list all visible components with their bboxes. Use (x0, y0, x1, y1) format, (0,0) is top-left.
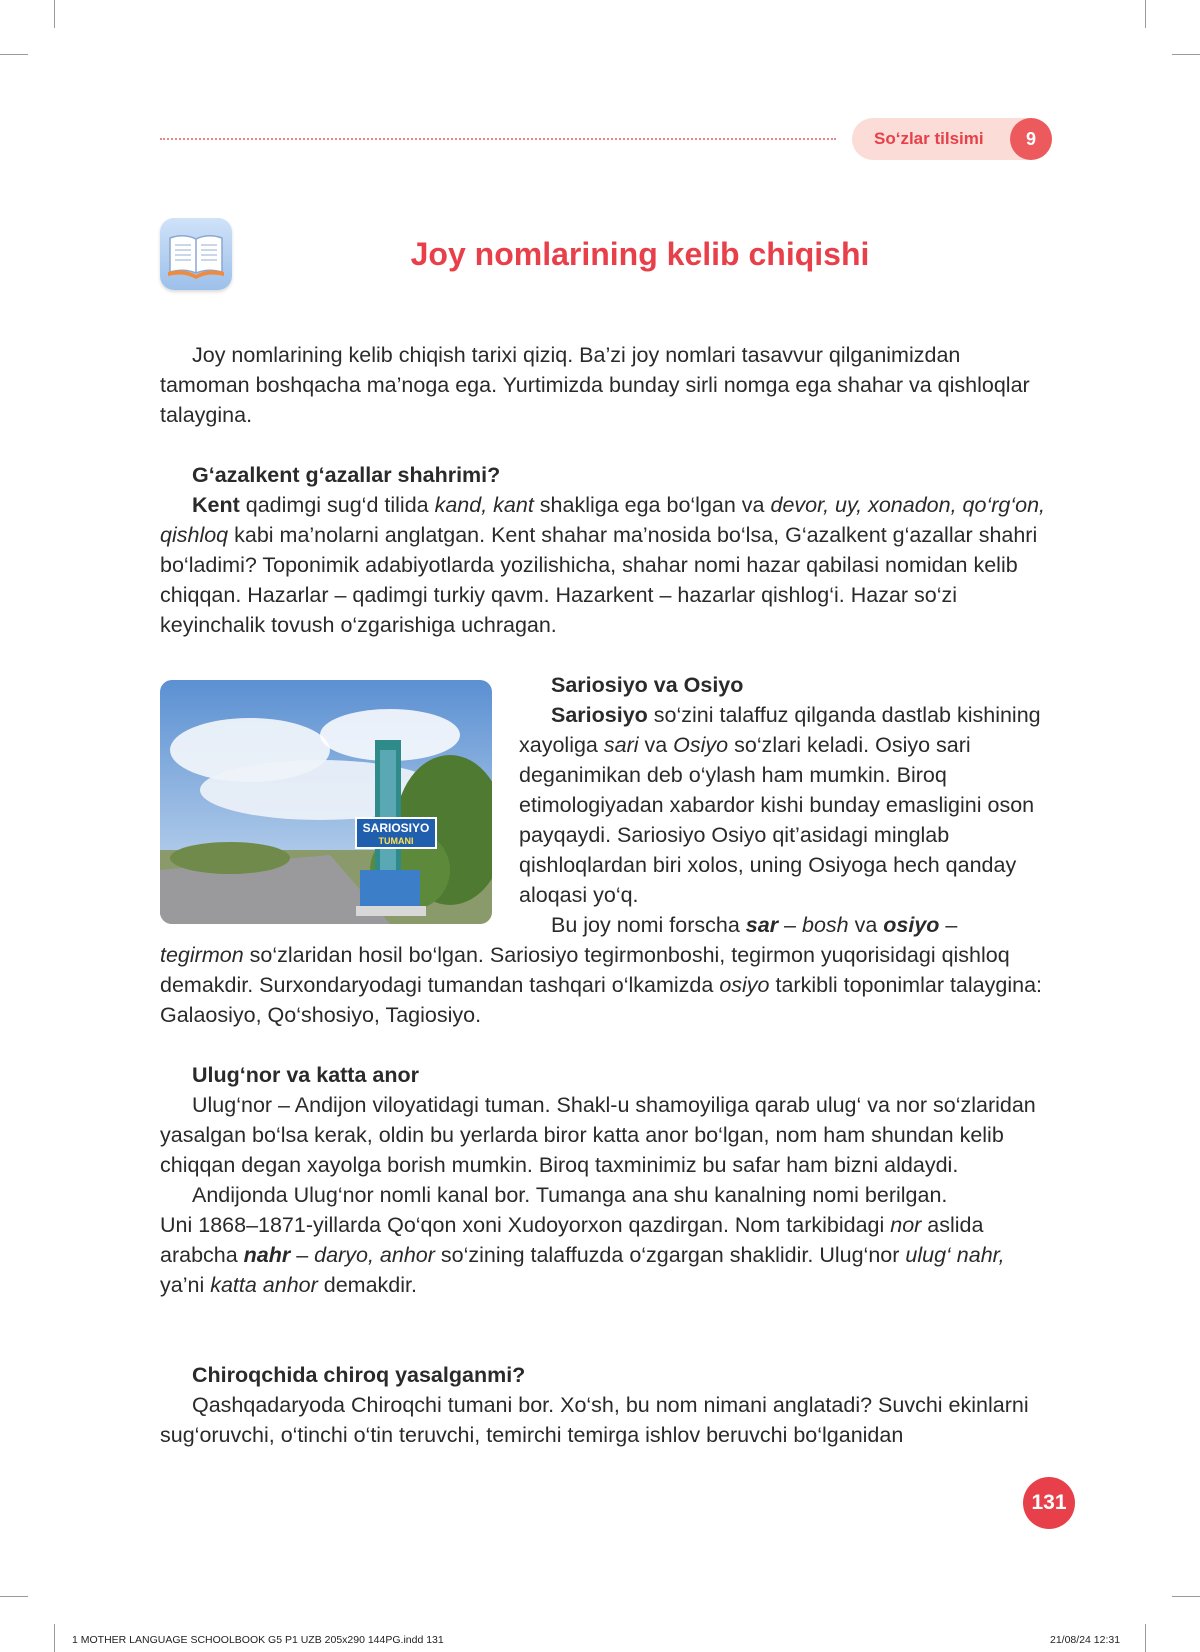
text-run: nor (890, 1213, 922, 1237)
crop-mark (54, 1624, 55, 1652)
sariosiyo-paragraph-2-start (519, 910, 1053, 940)
text-run: shakliga ega bo‘lgan va (533, 493, 771, 517)
text-run: – (778, 913, 802, 937)
sign-text-line2: TUMANI (378, 836, 414, 846)
text-run: osiyo (883, 913, 940, 937)
text-run: sar (745, 913, 779, 937)
sariosiyo-photo (160, 680, 492, 924)
section-sariosiyo (519, 670, 1053, 940)
crop-mark (0, 1596, 28, 1597)
print-slug-left: 1 MOTHER LANGUAGE SCHOOLBOOK G5 P1 UZB 205x290 144PG.indd 131 (72, 1634, 444, 1646)
text-run: qadimgi sug‘d tilida (239, 493, 435, 517)
section-ulugnor (160, 1060, 1053, 1300)
ulugnor-paragraph-2-line1: Andijonda Ulug‘nor nomli kanal bor. Tumanga ana shu kanalning nomi berilgan. (192, 1183, 948, 1207)
ulugnor-paragraph-2 (160, 1210, 1053, 1300)
text-run: so‘zlari keladi. Osiyo sari deganimikan deb o‘ylash ham mumkin. Biroq etimologiyadan xabardor kishi bunday emasligini oson payqaydi. Sariosiyo Osiyo qit’asidagi minglab qishloqlardan biri xolos, uning Osiyoga hech qanday aloqasi yo‘q. (519, 733, 1035, 907)
text-run: va (638, 733, 674, 757)
text-run: ulug‘ nahr, (905, 1243, 1005, 1267)
crop-mark (1145, 0, 1146, 28)
text-run: tegirmon (160, 943, 244, 967)
crop-mark (54, 0, 55, 28)
crop-mark (0, 54, 28, 55)
crop-mark (1172, 54, 1200, 55)
sariosiyo-continuation (160, 940, 1053, 1030)
text-run: – (939, 913, 958, 937)
text-run: so‘zining talaffuzda o‘zgargan shaklidir. Ulug‘nor (434, 1243, 906, 1267)
crop-mark (1172, 1596, 1200, 1597)
page-title: Joy nomlarining kelib chiqishi (410, 236, 870, 272)
sign-text-line1: SARIOSIYO (362, 821, 430, 835)
text-run: Bu joy nomi forscha (551, 913, 746, 937)
sariosiyo-paragraph-1 (519, 700, 1053, 910)
text-run: – (290, 1243, 315, 1267)
text-run: devor, uy, xonadon, qo‘rg‘on, qishloq (160, 493, 1045, 547)
intro-block (160, 340, 1053, 430)
section-heading: Sariosiyo va Osiyo (551, 673, 744, 697)
section-gazalkent (160, 460, 1053, 640)
text-run: bosh (801, 913, 849, 937)
text-run: nahr (243, 1243, 291, 1267)
text-run: Sariosiyo (551, 703, 648, 727)
section-heading: Chiroqchida chiroq yasalganmi? (192, 1363, 526, 1387)
text-run: sari (603, 733, 639, 757)
open-book-icon (160, 218, 232, 290)
section-heading: Ulug‘nor va katta anor (192, 1063, 419, 1087)
crop-mark (1145, 1624, 1146, 1652)
section-chiroqchi (160, 1360, 1053, 1450)
intro-paragraph: Joy nomlarining kelib chiqish tarixi qiziq. Ba’zi joy nomlari tasavvur qilganimizdan tamoman boshqacha ma’noga ega. Yurtimizda bunday sirli nomga ega shahar va qishloqlar talaygina. (160, 343, 1030, 427)
text-run: demakdir. (317, 1273, 417, 1297)
text-run: daryo, anhor (314, 1243, 435, 1267)
text-run: osiyo (719, 973, 770, 997)
chiroqchi-paragraph: Qashqadaryoda Chiroqchi tumani bor. Xo‘sh, bu nom nimani anglatadi? Suvchi ekinlarni sug‘oruvchi, o‘tinchi o‘tin teruvchi, temirchi temirga ishlov beruvchi bo‘lganidan (160, 1393, 1029, 1447)
text-run: so‘zini talaffuz qilganda dastlab kishining xayoliga (519, 703, 1041, 757)
text-run: Kent (192, 493, 240, 517)
sariosiyo-paragraph-2-cont (160, 940, 1053, 1030)
chapter-badge (852, 118, 1052, 160)
text-run: so‘zlaridan hosil bo‘lgan. Sariosiyo tegirmonboshi, tegirmon yuqorisidagi qishloq demakdir. Surxondaryodagi tumandan tashqari o‘lkamizda (160, 943, 1010, 997)
text-run: va (848, 913, 884, 937)
text-run: katta anhor (210, 1273, 318, 1297)
header-dotted-rule (160, 138, 836, 140)
text-run: kand, kant (434, 493, 534, 517)
ulugnor-paragraph-1: Ulug‘nor – Andijon viloyatidagi tuman. Shakl-u shamoyiliga qarab ulug‘ va nor so‘zlaridan yasalgan bo‘lsa kerak, oldin bu yerlarda biror katta anor bo‘lgan, nom ham shundan kelib chiqqan degan xayolga borish mumkin. Biroq taxminimiz bu safar ham bizni aldaydi. (160, 1093, 1036, 1177)
gazalkent-paragraph (160, 490, 1053, 640)
page-number: 131 (1023, 1477, 1075, 1529)
section-heading: G‘azalkent g‘azallar shahrimi? (192, 463, 501, 487)
chapter-number: 9 (1010, 118, 1052, 160)
text-run: aslida arabcha (160, 1213, 984, 1267)
text-run: tarkibli toponimlar talaygina: Galaosiyo, Qo‘shosiyo, Tagiosiyo. (160, 973, 1042, 1027)
text-run: ya’ni (160, 1273, 211, 1297)
text-run: kabi ma’nolarni anglatgan. Kent shahar ma’nosida bo‘lsa, G‘azalkent g‘azallar shahri bo‘ladimi? Toponimik adabiyotlarda yozilishicha, shahar nomi hazar qabilasi nomidan kelib chiqqan. Hazarlar – qadimgi turkiy qavm. Hazarkent – hazarlar qishlog‘i. Hazar so‘zi keyinchalik tovush o‘zgarishiga uchragan. (160, 523, 1038, 637)
chapter-label: So‘zlar tilsimi (874, 129, 984, 148)
text-run: Uni 1868–1871-yillarda Qo‘qon xoni Xudoyorxon qazdirgan. Nom tarkibidagi (160, 1213, 891, 1237)
print-slug-right: 21/08/24 12:31 (1050, 1634, 1121, 1646)
text-run: Osiyo (673, 733, 729, 757)
